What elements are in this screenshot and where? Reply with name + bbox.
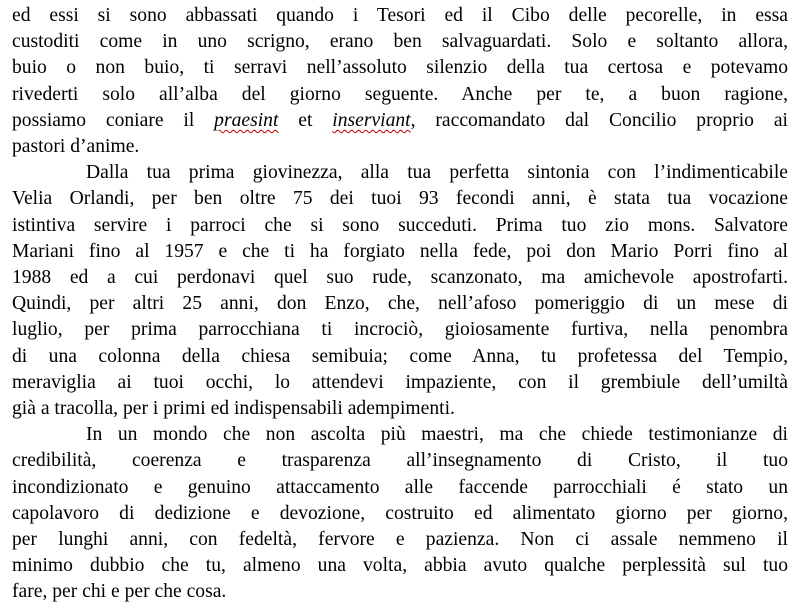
latin-term-praesint: praesint [214, 109, 279, 131]
text-line: minimo dubbio che tu, almeno una volta, abbia avuto qualche perplessità sul tuo [12, 555, 788, 577]
text-line: capolavoro di dedizione e devozione, costruito ed alimentato giorno per giorno, [12, 502, 788, 524]
text-line: Dalla tua prima giovinezza, alla tua perfetta sintonia con l’indimenticabile [86, 162, 788, 184]
text-line: già a tracolla, per i primi ed indispensabili adempimenti. [12, 398, 455, 420]
text-line: 1988 ed a cui perdonavi quel suo rude, scanzonato, ma amichevole apostrofarti. [12, 267, 788, 289]
paragraph-3 [12, 422, 788, 605]
text-line: incondizionato e genuino attaccamento alle faccende parrocchiali é stato un [12, 476, 788, 498]
text-fragment: et [278, 109, 333, 131]
text-line: rivederti solo all’alba del giorno seguente. Anche per te, a buon ragione, [12, 83, 788, 105]
text-line: di una colonna della chiesa semibuia; come Anna, tu profetessa del Tempio, [12, 345, 788, 367]
text-line: luglio, per prima parrocchiana ti incrociò, gioiosamente furtiva, nella penombra [12, 319, 788, 341]
text-line: Mariani fino al 1957 e che ti ha forgiato nella fede, poi don Mario Porri fino al [12, 240, 788, 262]
text-line-latin [12, 108, 788, 134]
text-fragment: , raccomandato dal Concilio proprio ai [410, 109, 788, 131]
text-line: istintiva servire i parroci che si sono succeduti. Prima tuo zio mons. Salvatore [12, 214, 788, 236]
text-line: Velia Orlandi, per ben oltre 75 dei tuoi 93 fecondi anni, è stata tua vocazione [12, 188, 788, 210]
text-line: per lunghi anni, con fedeltà, fervore e pazienza. Non ci assale nemmeno il [12, 529, 788, 551]
text-line: In un mondo che non ascolta più maestri, ma che chiede testimonianze di [86, 424, 788, 446]
text-line: meraviglia ai tuoi occhi, lo attendevi impaziente, con il grembiule dell’umiltà [12, 371, 788, 393]
latin-term-inserviant: inserviant [332, 109, 411, 131]
text-line: buio o non buio, ti serravi nell’assoluto silenzio della tua certosa e potevamo [12, 57, 788, 79]
text-line: custoditi come in uno scrigno, erano ben salvaguardati. Solo e soltanto allora, [12, 31, 788, 53]
text-line: credibilità, coerenza e trasparenza all’insegnamento di Cristo, il tuo [12, 450, 788, 472]
text-line: Quindi, per altri 25 anni, don Enzo, che, nell’afoso pomeriggio di un mese di [12, 293, 788, 315]
text-line: ed essi si sono abbassati quando i Tesori ed il Cibo delle pecorelle, in essa [12, 5, 788, 26]
text-line: fare, per chi e per che cosa. [12, 581, 227, 603]
paragraph-2 [12, 160, 788, 422]
paragraph-1 [12, 3, 788, 160]
text-line: pastori d’anime. [12, 136, 140, 158]
text-fragment: possiamo coniare il [12, 109, 215, 131]
